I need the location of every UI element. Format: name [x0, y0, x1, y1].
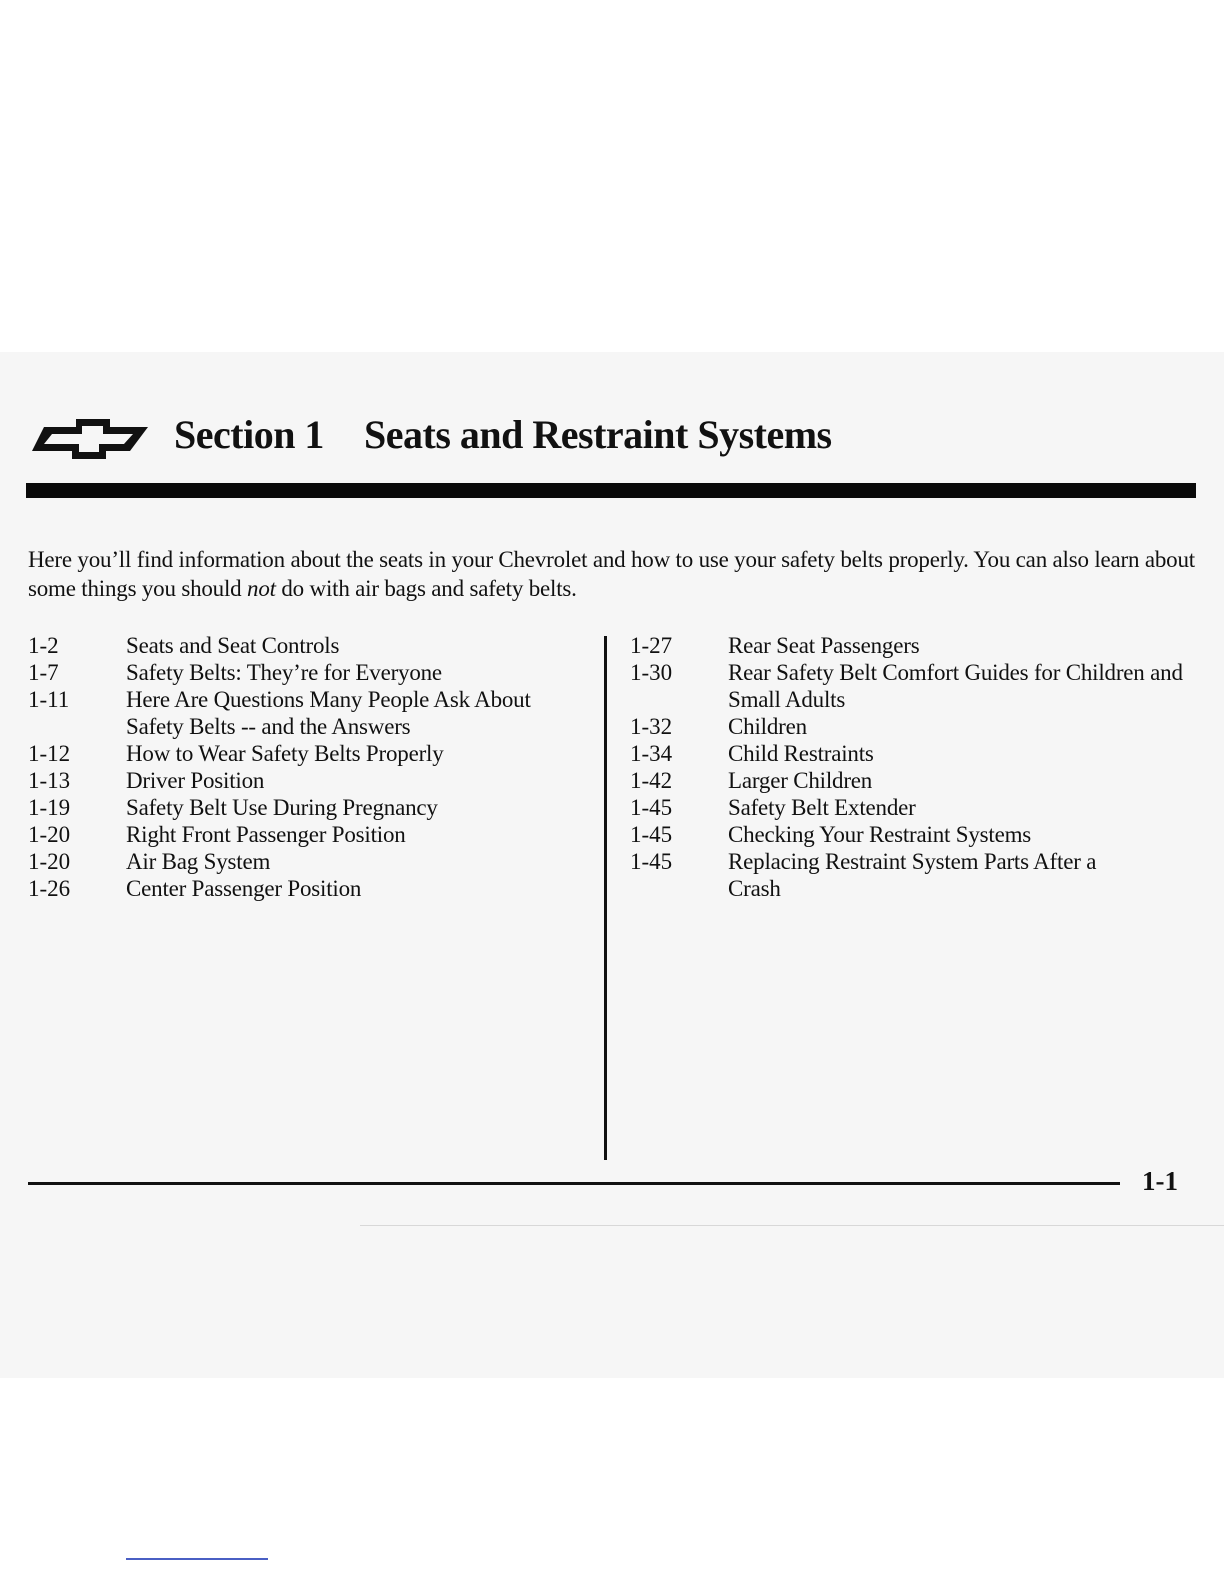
toc-entry-title: Here Are Questions Many People Ask About Safety Belts -- and the Answers	[126, 687, 531, 739]
toc-entry[interactable]	[28, 767, 603, 794]
page-title: Seats and Restraint Systems	[364, 412, 832, 457]
intro-text-end: do with air bags and safety belts.	[275, 576, 577, 601]
toc-entry[interactable]	[28, 821, 603, 848]
toc-entry-title: Larger Children	[728, 768, 873, 793]
footer-rule	[28, 1182, 1120, 1185]
intro-text-start: Here you’ll find information about the seats in your Chevrolet and how to use your safety belts properly. You can also learn about some things you should	[28, 547, 1195, 601]
toc-entry[interactable]	[630, 821, 1200, 848]
toc-right-column	[630, 632, 1200, 902]
toc-entry-title: Children	[728, 714, 807, 739]
toc-page-number: 1-20	[28, 822, 71, 847]
toc-entry[interactable]	[630, 713, 1200, 740]
toc-page-number: 1-20	[28, 849, 71, 874]
toc-page-number: 1-42	[630, 768, 673, 793]
toc-entry[interactable]	[630, 767, 1200, 794]
toc-page-number: 1-7	[28, 660, 59, 685]
intro-paragraph	[28, 545, 1198, 603]
toc-page-number: 1-19	[28, 795, 71, 820]
toc-entry-title: Checking Your Restraint Systems	[728, 822, 1032, 847]
footer-link-underline[interactable]	[126, 1558, 268, 1560]
toc-entry[interactable]	[28, 875, 603, 902]
scan-edge-line	[360, 1225, 1224, 1226]
toc-entry-title: Center Passenger Position	[126, 876, 362, 901]
toc-entry-title: Rear Safety Belt Comfort Guides for Children and Small Adults	[728, 660, 1183, 712]
toc-entry-title: Air Bag System	[126, 849, 271, 874]
header-divider	[26, 483, 1196, 498]
toc-page-number: 1-34	[630, 741, 673, 766]
toc-entry-title: Safety Belts: They’re for Everyone	[126, 660, 442, 685]
intro-emphasis: not	[247, 576, 276, 601]
chevrolet-bowtie-icon	[30, 417, 150, 461]
toc-page-number: 1-27	[630, 633, 673, 658]
toc-entry[interactable]	[28, 794, 603, 821]
section-header	[26, 405, 1196, 475]
toc-entry-title: Rear Seat Passengers	[728, 633, 920, 658]
section-label: Section 1	[174, 412, 324, 457]
toc-page-number: 1-13	[28, 768, 71, 793]
toc-entry[interactable]	[28, 686, 603, 740]
toc-page-number: 1-12	[28, 741, 71, 766]
toc-page-number: 1-26	[28, 876, 71, 901]
toc-entry[interactable]	[630, 794, 1200, 821]
toc-entry-title: Safety Belt Extender	[728, 795, 916, 820]
toc-entry[interactable]	[28, 848, 603, 875]
toc-entry-title: Replacing Restraint System Parts After a Crash	[728, 849, 1097, 901]
column-divider	[604, 636, 607, 1160]
toc-page-number: 1-2	[28, 633, 59, 658]
toc-entry[interactable]	[630, 740, 1200, 767]
toc-page-number: 1-45	[630, 795, 673, 820]
toc-entry[interactable]	[28, 740, 603, 767]
toc-entry-title: Seats and Seat Controls	[126, 633, 340, 658]
toc-left-column	[28, 632, 603, 902]
toc-page-number: 1-11	[28, 687, 70, 712]
toc-entry-title: Right Front Passenger Position	[126, 822, 406, 847]
toc-page-number: 1-30	[630, 660, 673, 685]
toc-entry[interactable]	[28, 659, 603, 686]
toc-entry[interactable]	[630, 848, 1200, 902]
toc-entry-title: Safety Belt Use During Pregnancy	[126, 795, 438, 820]
toc-entry-title: How to Wear Safety Belts Properly	[126, 741, 444, 766]
toc-entry-title: Driver Position	[126, 768, 265, 793]
toc-entry[interactable]	[630, 632, 1200, 659]
toc-page-number: 1-45	[630, 822, 673, 847]
toc-entry-title: Child Restraints	[728, 741, 874, 766]
toc-page-number: 1-45	[630, 849, 673, 874]
toc-page-number: 1-32	[630, 714, 673, 739]
page-number: 1-1	[1142, 1166, 1178, 1196]
toc-entry[interactable]	[630, 659, 1200, 713]
toc-entry[interactable]	[28, 632, 603, 659]
